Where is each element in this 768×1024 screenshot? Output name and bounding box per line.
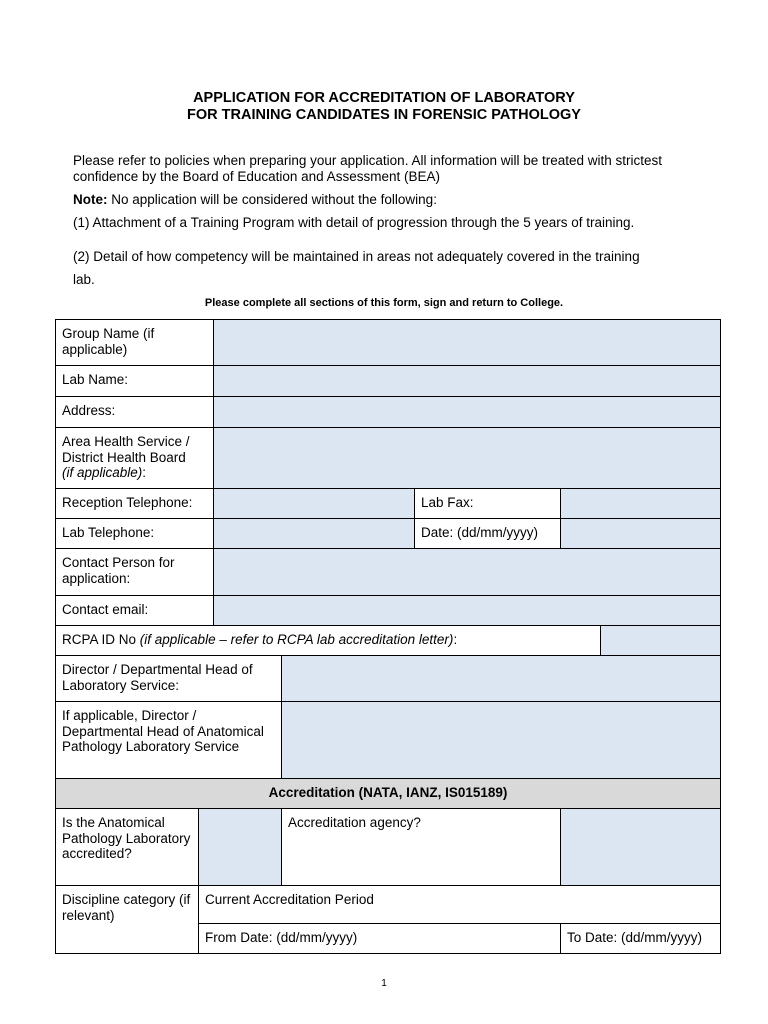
lab-fax-label: Lab Fax:	[415, 489, 561, 519]
from-date-field[interactable]: From Date: (dd/mm/yyyy)	[199, 924, 561, 954]
lab-fax-field[interactable]	[561, 489, 721, 519]
lab-telephone-field[interactable]	[214, 519, 415, 549]
area-health-text: Area Health Service / District Health Board	[62, 434, 190, 465]
current-period-label: Current Accreditation Period	[199, 886, 721, 924]
rcpa-id-field[interactable]	[601, 626, 721, 656]
to-date-field[interactable]: To Date: (dd/mm/yyyy)	[561, 924, 721, 954]
contact-email-field[interactable]	[214, 596, 721, 626]
title-line-1: APPLICATION FOR ACCREDITATION OF LABORATORY	[193, 90, 575, 106]
group-name-field[interactable]	[214, 320, 721, 366]
requirement-1: (1) Attachment of a Training Program with detail of progression through the 5 years of training.	[73, 215, 635, 230]
date-label: Date: (dd/mm/yyyy)	[415, 519, 561, 549]
intro-line-1: Please refer to policies when preparing your application. All information will be treated with strictest	[73, 153, 663, 168]
accreditation-header: Accreditation (NATA, IANZ, IS015189)	[56, 779, 721, 809]
is-accredited-label: Is the Anatomical Pathology Laboratory accredited?	[56, 809, 199, 886]
requirement-2-line-1: (2) Detail of how competency will be maintained in areas not adequately covered in the training	[73, 249, 640, 264]
lab-telephone-label: Lab Telephone:	[56, 519, 214, 549]
contact-person-label: Contact Person for application:	[56, 549, 214, 596]
reception-telephone-label: Reception Telephone:	[56, 489, 214, 519]
area-health-colon: :	[142, 465, 147, 480]
director-ap-label: If applicable, Director / Departmental Head of Anatomical Pathology Laboratory Service	[56, 702, 282, 779]
intro-paragraph	[73, 153, 713, 185]
lab-name-field[interactable]	[214, 366, 721, 397]
area-health-field[interactable]	[214, 428, 721, 489]
note-text: No application will be considered without the following:	[107, 192, 437, 207]
director-ap-field[interactable]	[282, 702, 721, 779]
address-field[interactable]	[214, 397, 721, 428]
rcpa-id-colon: :	[453, 632, 458, 647]
page-number: 1	[381, 978, 387, 989]
contact-person-field[interactable]	[214, 549, 721, 596]
date-field[interactable]	[561, 519, 721, 549]
accreditation-agency-field[interactable]	[561, 809, 721, 886]
area-health-label	[56, 428, 214, 489]
contact-email-label: Contact email:	[56, 596, 214, 626]
application-form	[55, 319, 721, 954]
rcpa-id-note: (if applicable – refer to RCPA lab accreditation letter)	[139, 632, 454, 647]
note-line	[73, 192, 713, 208]
instruction-text: Please complete all sections of this form, sign and return to College.	[204, 297, 564, 309]
requirement-2-line-2: lab.	[73, 272, 95, 287]
rcpa-id-text: RCPA ID No	[62, 632, 140, 647]
director-label: Director / Departmental Head of Laboratory Service:	[56, 656, 282, 702]
accreditation-agency-label: Accreditation agency?	[282, 809, 561, 886]
director-field[interactable]	[282, 656, 721, 702]
requirement-2	[73, 245, 713, 291]
discipline-category-label: Discipline category (if relevant)	[56, 886, 199, 954]
reception-telephone-field[interactable]	[214, 489, 415, 519]
document-title	[0, 90, 768, 124]
lab-name-label: Lab Name:	[56, 366, 214, 397]
area-health-note: (if applicable)	[62, 465, 143, 480]
note-label: Note:	[73, 192, 108, 207]
rcpa-id-label	[56, 626, 601, 656]
address-label: Address:	[56, 397, 214, 428]
group-name-label: Group Name (if applicable)	[56, 320, 214, 366]
is-accredited-field[interactable]	[199, 809, 282, 886]
title-line-2: FOR TRAINING CANDIDATES IN FORENSIC PATHOLOGY	[187, 107, 581, 123]
intro-line-2: confidence by the Board of Education and Assessment (BEA)	[73, 169, 440, 184]
